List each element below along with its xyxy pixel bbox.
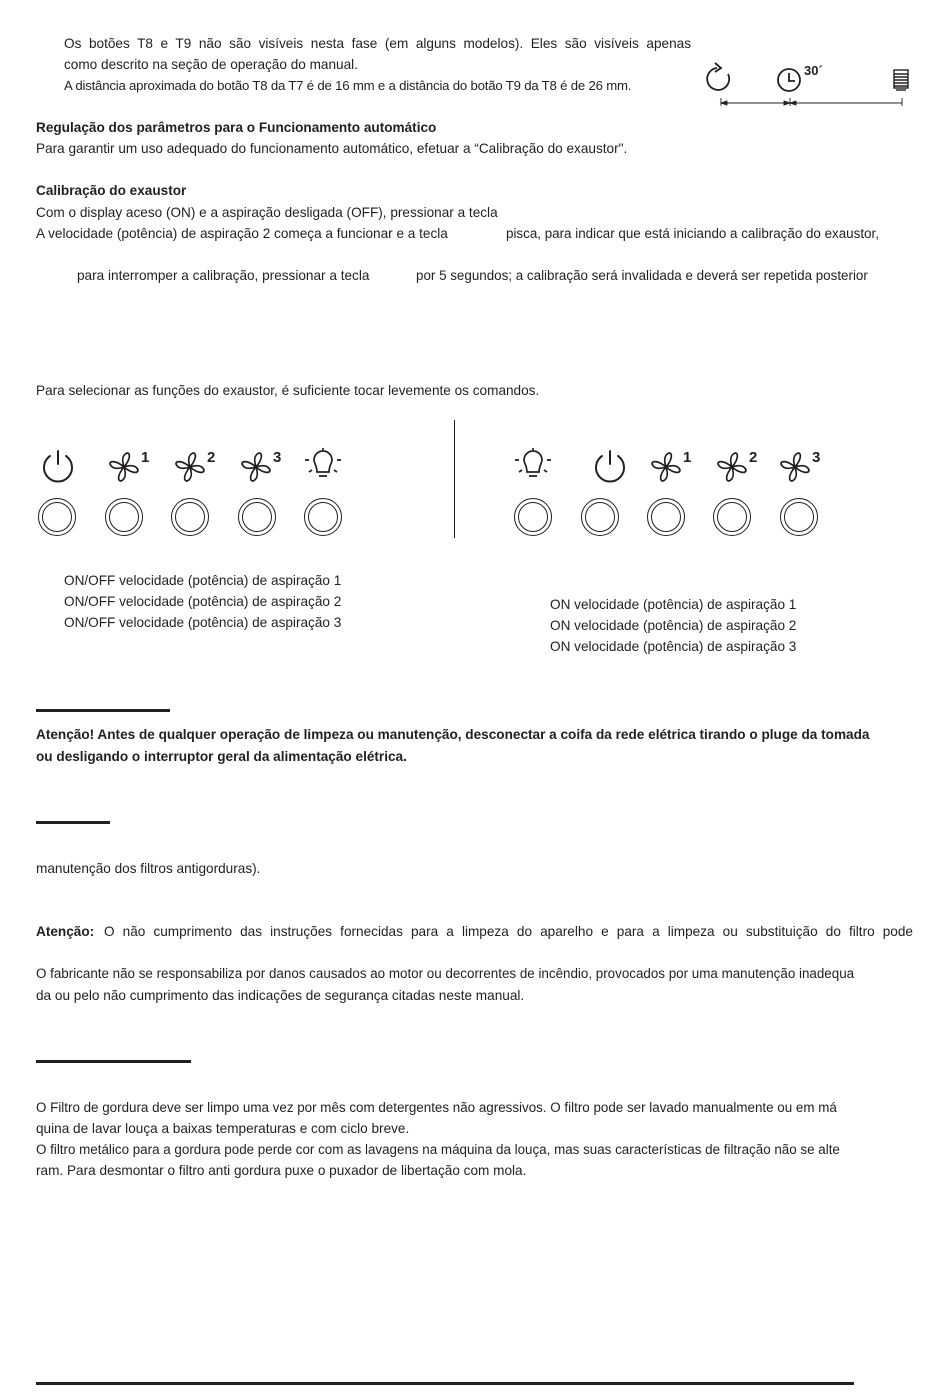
fan-speed-3-button[interactable]	[238, 498, 276, 536]
light-icon	[305, 448, 341, 476]
calibracao-line-2a: A velocidade (potência) de aspiração 2 começa a funcionar e a tecla	[36, 226, 448, 241]
left-legend-2: ON/OFF velocidade (potência) de aspiração 2	[64, 594, 342, 609]
power-icon	[596, 451, 624, 481]
fan-speed-1-button[interactable]	[647, 498, 685, 536]
fan-speed-2-label: 2	[749, 449, 758, 466]
fan-speed-3-button[interactable]	[780, 498, 818, 536]
warning-line-2: ou desligando o interruptor geral da alimentação elétrica.	[36, 749, 407, 764]
fan-speed-3-label: 3	[273, 449, 282, 466]
fan-speed-1-label: 1	[683, 449, 692, 466]
warning-line-1: Atenção! Antes de qualquer operação de limpeza ou manutenção, desconectar a coifa da rede elétrica tirando o pluge da tomada	[36, 727, 870, 742]
page-bottom-rule	[36, 1382, 854, 1385]
section-rule	[36, 1060, 191, 1063]
power-icon	[44, 451, 72, 481]
clock-timer-icon	[778, 69, 800, 91]
intro-line-1: Os botões T8 e T9 não são visíveis nesta fase (em alguns modelos). Eles são visíveis apenas	[64, 36, 691, 51]
right-legend-1: ON velocidade (potência) de aspiração 1	[550, 597, 797, 612]
calibracao-line-3a: para interromper a calibração, pressionar a tecla	[77, 268, 370, 283]
filtro-line-1: O Filtro de gordura deve ser limpo uma vez por mês com detergentes não agressivos. O filtro pode ser lavado manualmente ou em má	[36, 1100, 837, 1115]
intro-line-3: A distância aproximada do botão T8 da T7 é de 16 mm e a distância do botão T9 da T8 é de 26 mm.	[64, 78, 632, 93]
fan-icon	[242, 453, 270, 481]
power-button[interactable]	[38, 498, 76, 536]
panel-divider	[454, 420, 455, 538]
filtro-line-3: O filtro metálico para a gordura pode perde cor com as lavagens na máquina da louça, mas suas características de filtração não se alte	[36, 1142, 840, 1157]
intro-line-2: como descrito na seção de operação do manual.	[64, 57, 358, 72]
filtro-line-2: quina de lavar louça a baixas temperaturas e com ciclo breve.	[36, 1121, 410, 1136]
left-legend-3: ON/OFF velocidade (potência) de aspiração 3	[64, 615, 342, 630]
light-icon	[515, 448, 551, 476]
comandos-intro: Para selecionar as funções do exaustor, é suficiente tocar levemente os comandos.	[36, 383, 540, 398]
timer-30-label: 30´	[804, 63, 823, 78]
fabricante-line-2: da ou pelo não cumprimento das indicações de segurança citadas neste manual.	[36, 988, 525, 1003]
right-legend-2: ON velocidade (potência) de aspiração 2	[550, 618, 797, 633]
fabricante-line-1: O fabricante não se responsabiliza por danos causados ao motor ou decorrentes de incêndio, provocados por uma manutenção inadequa	[36, 966, 855, 981]
fan-speed-3-label: 3	[812, 449, 821, 466]
fan-icon	[652, 453, 680, 481]
fan-icon	[781, 453, 809, 481]
regulacao-text: Para garantir um uso adequado do funcionamento automático, efetuar a “Calibração do exaustor".	[36, 141, 628, 156]
right-legend-3: ON velocidade (potência) de aspiração 3	[550, 639, 797, 654]
calibracao-line-2b: pisca, para indicar que está iniciando a calibração do exaustor,	[506, 226, 879, 241]
distance-dimension-lines	[721, 98, 902, 106]
right-control-icons	[512, 448, 842, 488]
rotate-arrow-icon	[707, 63, 729, 90]
regulacao-heading: Regulação dos parâmetros para o Funcionamento automático	[36, 120, 437, 135]
fan-speed-1-label: 1	[141, 449, 150, 466]
attention-label: Atenção:	[36, 924, 95, 939]
fan-speed-2-button[interactable]	[713, 498, 751, 536]
section-rule	[36, 709, 170, 712]
fan-icon	[176, 453, 204, 481]
fan-speed-2-button[interactable]	[171, 498, 209, 536]
left-control-icons	[36, 448, 366, 488]
fan-speed-1-button[interactable]	[105, 498, 143, 536]
calibracao-heading: Calibração do exaustor	[36, 183, 187, 198]
light-button[interactable]	[514, 498, 552, 536]
calibracao-line-1: Com o display aceso (ON) e a aspiração desligada (OFF), pressionar a tecla	[36, 205, 498, 220]
filtro-line-4: ram. Para desmontar o filtro anti gordura puxe o puxador de libertação com mola.	[36, 1163, 527, 1178]
grease-filter-icon	[894, 70, 908, 90]
light-button[interactable]	[304, 498, 342, 536]
left-legend-1: ON/OFF velocidade (potência) de aspiração 1	[64, 573, 342, 588]
section-rule	[36, 821, 110, 824]
limpeza-text: manutenção dos filtros antigorduras).	[36, 861, 261, 876]
calibracao-line-3b: por 5 segundos; a calibração será invalidada e deverá ser repetida posterior	[416, 268, 868, 283]
attention-text: O não cumprimento das instruções fornecidas para a limpeza do aparelho e para a limpeza ou substituição do filtro pode	[104, 924, 913, 939]
power-button[interactable]	[581, 498, 619, 536]
fan-icon	[110, 453, 138, 481]
fan-icon	[718, 453, 746, 481]
fan-speed-2-label: 2	[207, 449, 216, 466]
